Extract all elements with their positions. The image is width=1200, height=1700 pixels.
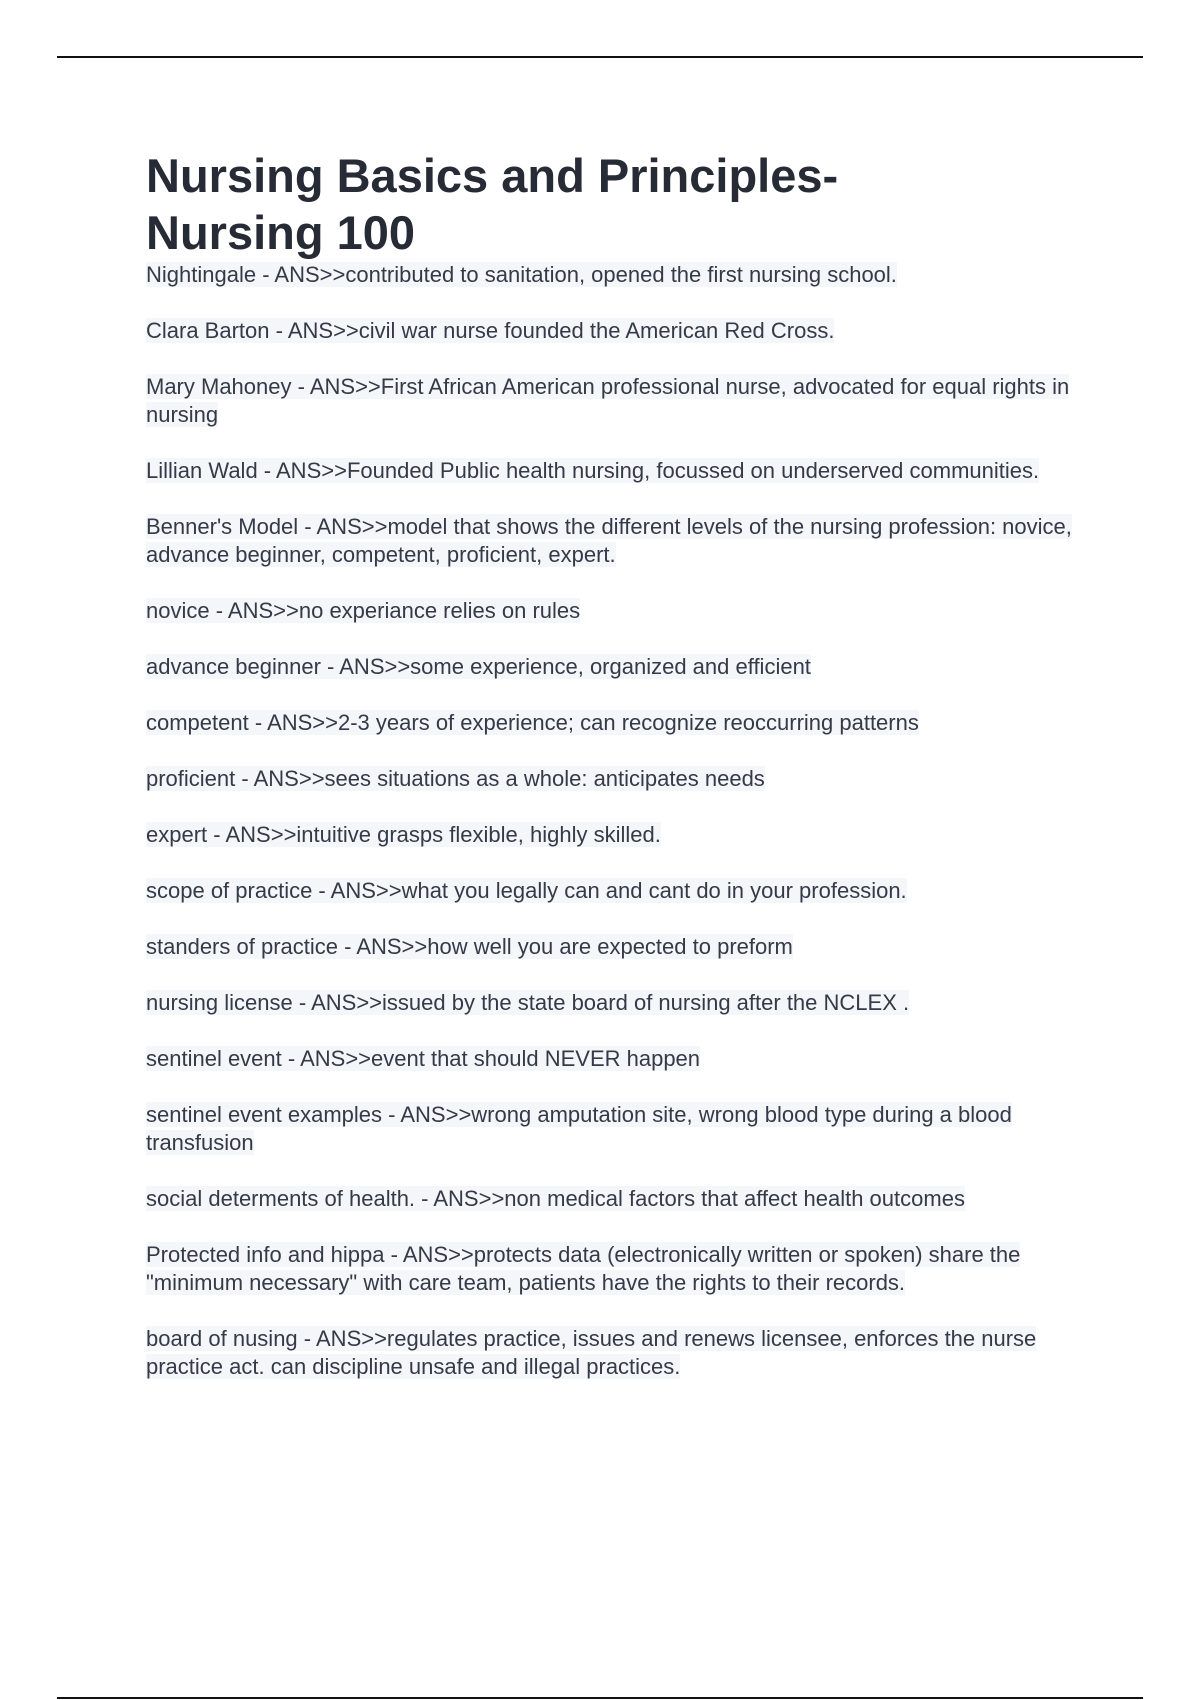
flashcard-entry: [146, 765, 1096, 793]
flashcard-text: novice - ANS>>no experiance relies on rules: [146, 598, 581, 623]
document-title-line-2: Nursing 100: [146, 206, 416, 259]
flashcard-entry: [146, 989, 1096, 1017]
flashcard-text: Nightingale - ANS>>contributed to sanitation, opened the first nursing school.: [146, 262, 897, 287]
flashcard-text: advance beginner - ANS>>some experience, organized and efficient: [146, 654, 811, 679]
flashcard-entry: [146, 513, 1096, 569]
flashcard-text: sentinel event examples - ANS>>wrong amputation site, wrong blood type during a blood transfusion: [146, 1102, 1012, 1155]
flashcard-text: Clara Barton - ANS>>civil war nurse founded the American Red Cross.: [146, 318, 835, 343]
flashcard-text: board of nusing - ANS>>regulates practice, issues and renews licensee, enforces the nurse practice act. can discipline unsafe and illegal practices.: [146, 1326, 1037, 1379]
flashcard-entry: [146, 261, 1096, 289]
flashcard-text: nursing license - ANS>>issued by the state board of nursing after the NCLEX .: [146, 990, 910, 1015]
document-body: [146, 147, 1096, 1409]
page-top-rule: [57, 56, 1143, 58]
flashcard-entry: [146, 1185, 1096, 1213]
flashcard-text: Benner's Model - ANS>>model that shows the different levels of the nursing profession: novice, advance beginner, competent, proficient, expert.: [146, 514, 1072, 567]
flashcard-text: Mary Mahoney - ANS>>First African American professional nurse, advocated for equal rights in nursing: [146, 374, 1070, 427]
flashcard-text: sentinel event - ANS>>event that should NEVER happen: [146, 1046, 701, 1071]
flashcard-list: [146, 261, 1096, 1381]
flashcard-text: social determents of health. - ANS>>non medical factors that affect health outcomes: [146, 1186, 965, 1211]
flashcard-text: Protected info and hippa - ANS>>protects data (electronically written or spoken) share the "minimum necessary" with care team, patients have the rights to their records.: [146, 1242, 1021, 1295]
flashcard-entry: [146, 1101, 1096, 1157]
flashcard-entry: [146, 1045, 1096, 1073]
flashcard-entry: [146, 653, 1096, 681]
flashcard-entry: [146, 597, 1096, 625]
flashcard-entry: [146, 877, 1096, 905]
flashcard-entry: [146, 709, 1096, 737]
flashcard-entry: [146, 821, 1096, 849]
flashcard-entry: [146, 1325, 1096, 1381]
flashcard-text: proficient - ANS>>sees situations as a whole: anticipates needs: [146, 766, 765, 791]
document-title: [146, 147, 1096, 261]
flashcard-entry: [146, 317, 1096, 345]
flashcard-text: Lillian Wald - ANS>>Founded Public health nursing, focussed on underserved communities.: [146, 458, 1040, 483]
flashcard-text: standers of practice - ANS>>how well you are expected to preform: [146, 934, 793, 959]
document-title-line-1: Nursing Basics and Principles-: [146, 149, 839, 202]
flashcard-entry: [146, 933, 1096, 961]
flashcard-entry: [146, 373, 1096, 429]
flashcard-entry: [146, 457, 1096, 485]
flashcard-text: expert - ANS>>intuitive grasps flexible, highly skilled.: [146, 822, 661, 847]
page-bottom-rule: [57, 1697, 1143, 1699]
flashcard-text: scope of practice - ANS>>what you legally can and cant do in your profession.: [146, 878, 907, 903]
flashcard-entry: [146, 1241, 1096, 1297]
flashcard-text: competent - ANS>>2-3 years of experience; can recognize reoccurring patterns: [146, 710, 919, 735]
